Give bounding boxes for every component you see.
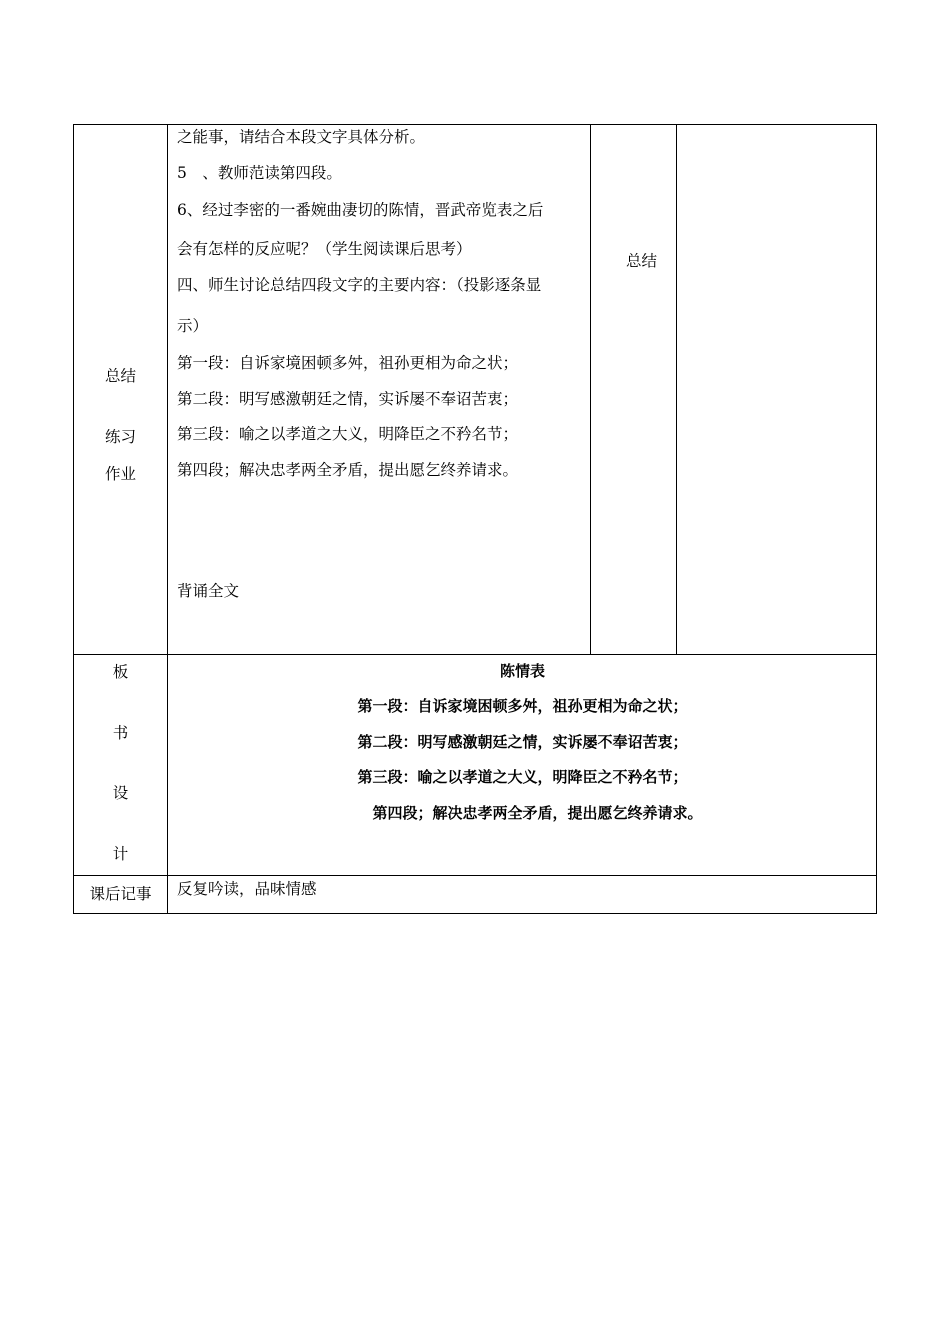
notes-content: 反复吟读，品味情感: [177, 880, 317, 898]
notes-row-top-border: [73, 875, 877, 876]
board-label-char: 书: [112, 724, 129, 742]
board-label-char: 板: [112, 663, 129, 681]
process-line: 示）: [177, 317, 209, 335]
board-line: 第一段：自诉家境困顿多舛，祖孙更相为命之状；: [357, 697, 688, 715]
table-top-border: [73, 124, 877, 125]
purpose-column-divider: [590, 124, 591, 654]
board-title: 陈情表: [499, 662, 545, 680]
lesson-plan-table: [73, 124, 877, 914]
table-right-border: [876, 124, 877, 914]
section-label-practice: 练习: [104, 428, 136, 446]
notes-label: 课后记事: [89, 885, 152, 903]
remark-column-divider: [676, 124, 677, 654]
board-label-char: 设: [112, 784, 129, 802]
board-line: 第三段：喻之以孝道之大义，明降臣之不矜名节；: [357, 768, 688, 786]
process-line: 第三段：喻之以孝道之大义，明降臣之不矜名节；: [177, 425, 519, 443]
process-line: 四、师生讨论总结四段文字的主要内容：（投影逐条显: [177, 276, 542, 294]
section-label-summary: 总结: [104, 367, 136, 385]
process-line: 6、经过李密的一番婉曲凄切的陈情，晋武帝览表之后: [177, 201, 544, 219]
board-line: 第四段；解决忠孝两全矛盾，提出愿乞终养请求。: [372, 804, 703, 822]
process-line: 会有怎样的反应呢？（学生阅读课后思考）: [177, 240, 472, 258]
section-label-homework: 作业: [104, 465, 136, 483]
board-line: 第二段：明写感激朝廷之情，实诉屡不奉诏苦衷；: [357, 733, 688, 751]
process-line: 之能事，请结合本段文字具体分析。: [177, 128, 426, 146]
process-line: 第二段：明写感激朝廷之情，实诉屡不奉诏苦衷；: [177, 390, 519, 408]
table-bottom-border: [73, 913, 877, 914]
process-line: 第一段：自诉家境困顿多舛，祖孙更相为命之状；: [177, 354, 519, 372]
process-line: 5 、教师范读第四段。: [177, 164, 342, 182]
board-label-char: 计: [112, 845, 129, 863]
process-line: 第四段；解决忠孝两全矛盾，提出愿乞终养请求。: [177, 461, 519, 479]
recite-task: 背诵全文: [177, 582, 240, 600]
board-row-top-border: [73, 654, 877, 655]
purpose-summary: 总结: [626, 252, 658, 270]
